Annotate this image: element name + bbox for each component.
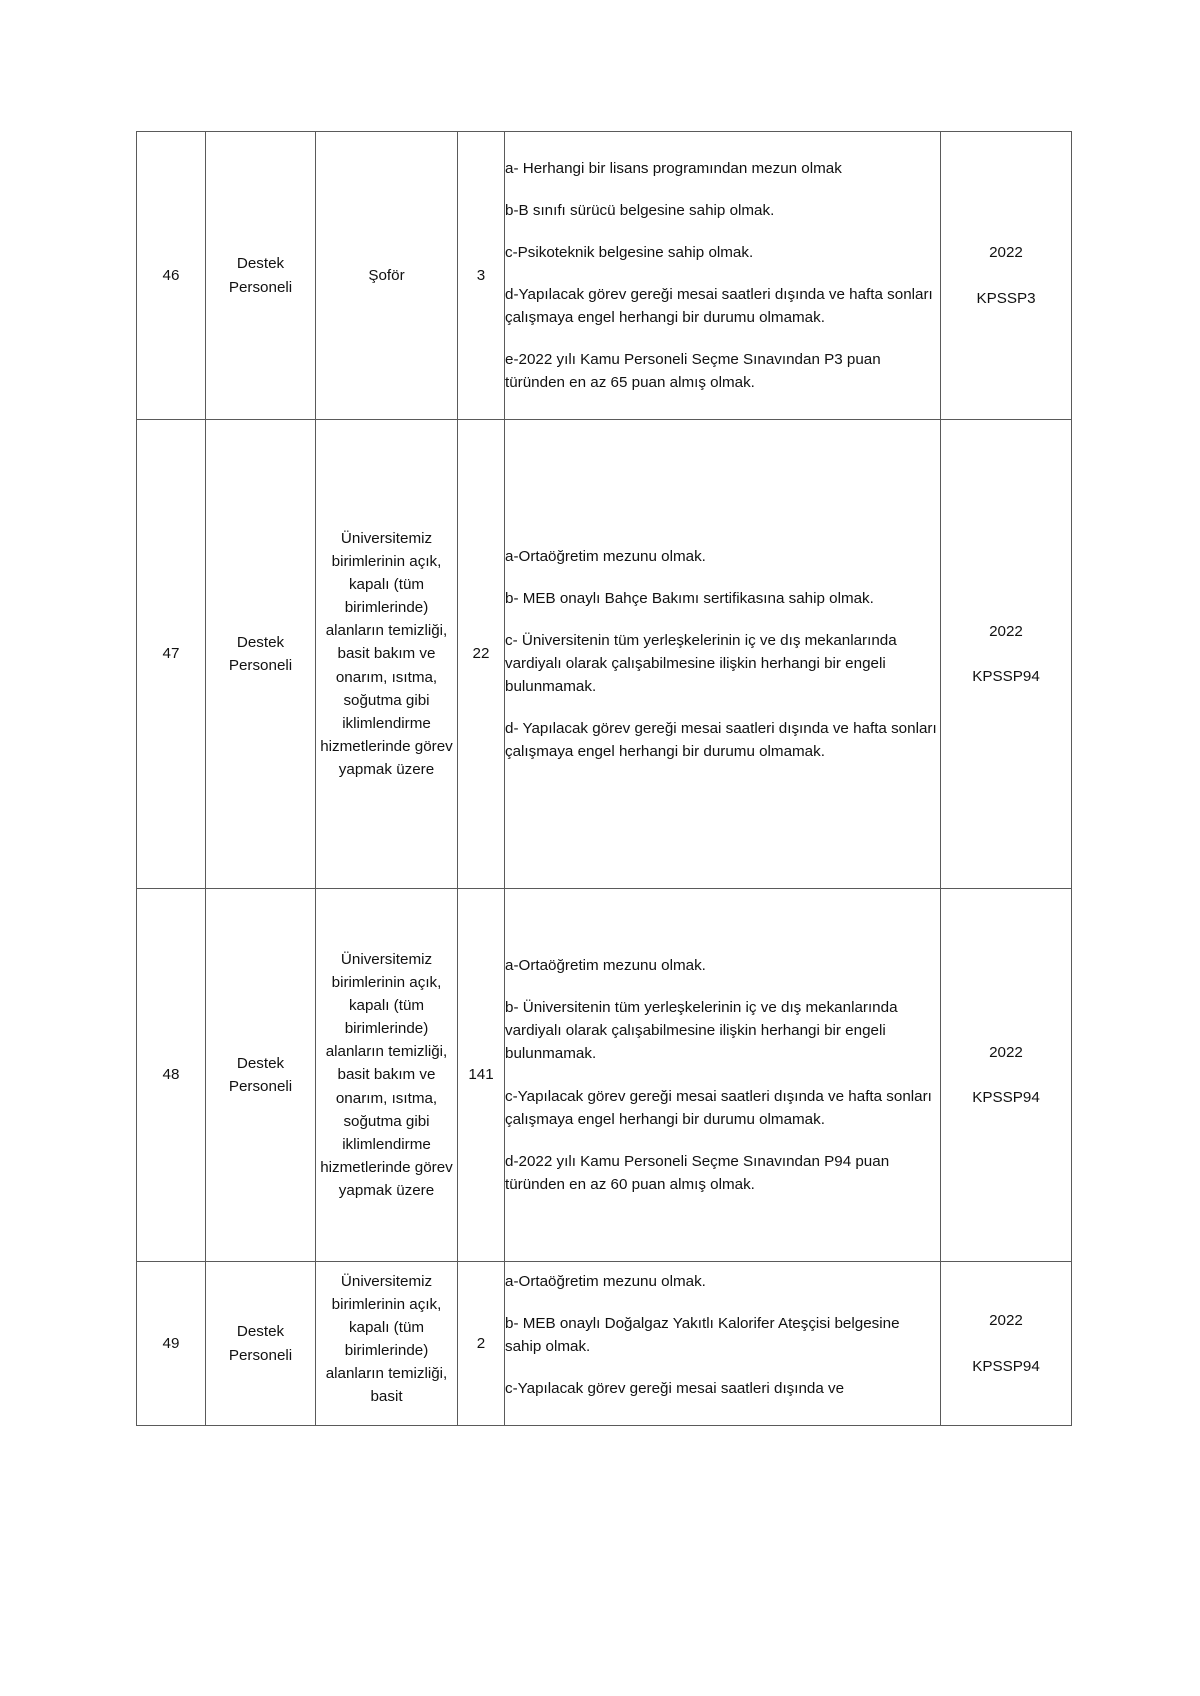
requirement-item: b- MEB onaylı Doğalgaz Yakıtlı Kalorifer Ateşçisi belgesine sahip olmak. — [505, 1315, 900, 1356]
row-title-cell — [206, 420, 316, 889]
row-number-cell — [137, 132, 206, 420]
row-title-line1: Destek — [236, 255, 285, 273]
score-type: KPSSP94 — [972, 1357, 1040, 1375]
requirement-item: c-Psikoteknik belgesine sahip olmak. — [505, 243, 754, 261]
requirement-item: d- Yapılacak görev gereği mesai saatleri dışında ve hafta sonları çalışmaya engel herhangi bir durumu olmamak. — [505, 720, 937, 761]
row-quantity-cell — [458, 889, 505, 1262]
row-title-line1: Destek — [236, 633, 285, 651]
requirement-item: b-B sınıfı sürücü belgesine sahip olmak. — [505, 201, 775, 219]
row-description: Üniversitemiz birimlerinin açık, kapalı (tüm birimlerinde) alanların temizliği, basit bakım ve onarım, ısıtma, soğutma gibi iklimlendirme hizmetlerinde görev yapmak üzere — [320, 950, 453, 1199]
requirement-item: a- Herhangi bir lisans programından mezun olmak — [505, 159, 842, 177]
row-requirements-cell — [505, 889, 941, 1262]
row-title-line1: Destek — [236, 1054, 285, 1072]
row-quantity: 3 — [476, 266, 486, 284]
row-quantity: 141 — [468, 1066, 494, 1084]
row-score-cell — [941, 132, 1072, 420]
row-title-cell — [206, 889, 316, 1262]
row-number-cell — [137, 420, 206, 889]
row-score-cell — [941, 889, 1072, 1262]
requirement-item: a-Ortaöğretim mezunu olmak. — [505, 1273, 706, 1290]
row-requirements-cell — [505, 132, 941, 420]
row-number-cell — [137, 1262, 206, 1426]
requirement-item: b- MEB onaylı Bahçe Bakımı sertifikasına sahip olmak. — [505, 589, 874, 607]
score-year: 2022 — [989, 1312, 1023, 1330]
row-title-cell — [206, 1262, 316, 1426]
row-number: 49 — [162, 1334, 180, 1352]
requirement-item: c-Yapılacak görev gereği mesai saatleri dışında ve hafta sonları çalışmaya engel herhangi bir durumu olmamak. — [505, 1087, 932, 1128]
row-requirements-cell — [505, 1262, 941, 1426]
row-description-cell — [316, 889, 458, 1262]
requirement-item: b- Üniversitenin tüm yerleşkelerinin iç ve dış mekanlarında vardiyalı olarak çalışabilmesine ilişkin herhangi bir engeli bulunmamak. — [505, 999, 898, 1063]
row-title-line2: Personeli — [228, 1078, 293, 1095]
table-row — [137, 889, 1072, 1262]
table-row — [137, 132, 1072, 420]
requirement-item: c- Üniversitenin tüm yerleşkelerinin iç ve dış mekanlarında vardiyalı olarak çalışabilmesine ilişkin herhangi bir engeli bulunmamak. — [505, 631, 897, 696]
row-score-cell — [941, 420, 1072, 889]
row-number-cell — [137, 889, 206, 1262]
requirement-item: d-2022 yılı Kamu Personeli Seçme Sınavından P94 puan türünden en az 60 puan almış olmak. — [505, 1152, 890, 1193]
score-type: KPSSP94 — [972, 1089, 1040, 1106]
requirement-item: a-Ortaöğretim mezunu olmak. — [505, 957, 706, 975]
table-row — [137, 1262, 1072, 1426]
row-quantity-cell — [458, 420, 505, 889]
table-row — [137, 420, 1072, 889]
score-year: 2022 — [989, 1043, 1023, 1061]
row-quantity: 22 — [472, 645, 490, 663]
row-number: 46 — [162, 266, 180, 284]
row-quantity-cell — [458, 132, 505, 420]
row-quantity-cell — [458, 1262, 505, 1426]
row-description: Üniversitemiz birimlerinin açık, kapalı (tüm birimlerinde) alanların temizliği, basit — [325, 1273, 448, 1406]
score-type: KPSSP94 — [972, 668, 1040, 685]
score-year: 2022 — [989, 622, 1023, 640]
requirement-item: a-Ortaöğretim mezunu olmak. — [505, 547, 706, 565]
requirement-item: e-2022 yılı Kamu Personeli Seçme Sınavından P3 puan türünden en az 65 puan almış olmak. — [505, 351, 881, 392]
row-title-line2: Personeli — [228, 278, 293, 296]
row-score-cell — [941, 1262, 1072, 1426]
row-title-line1: Destek — [236, 1323, 285, 1341]
score-type: KPSSP3 — [976, 289, 1036, 307]
row-title-line2: Personeli — [228, 657, 293, 674]
row-description: Üniversitemiz birimlerinin açık, kapalı (tüm birimlerinde) alanların temizliği, basit bakım ve onarım, ısıtma, soğutma gibi iklimlendirme hizmetlerinde görev yapmak üzere — [320, 529, 453, 778]
row-description-cell — [316, 132, 458, 420]
row-requirements-cell — [505, 420, 941, 889]
row-description-cell — [316, 1262, 458, 1426]
row-description-cell — [316, 420, 458, 889]
row-quantity: 2 — [476, 1334, 486, 1352]
row-number: 48 — [162, 1066, 180, 1084]
row-description: Şoför — [368, 266, 405, 284]
row-title-cell — [206, 132, 316, 420]
personnel-requirements-table — [136, 131, 1072, 1426]
score-year: 2022 — [989, 244, 1023, 262]
row-number: 47 — [162, 645, 180, 663]
requirement-item: d-Yapılacak görev gereği mesai saatleri dışında ve hafta sonları çalışmaya engel herhangi bir durumu olmamak. — [505, 285, 933, 327]
requirement-item: c-Yapılacak görev gereği mesai saatleri dışında ve — [505, 1380, 845, 1398]
row-title-line2: Personeli — [228, 1346, 293, 1364]
